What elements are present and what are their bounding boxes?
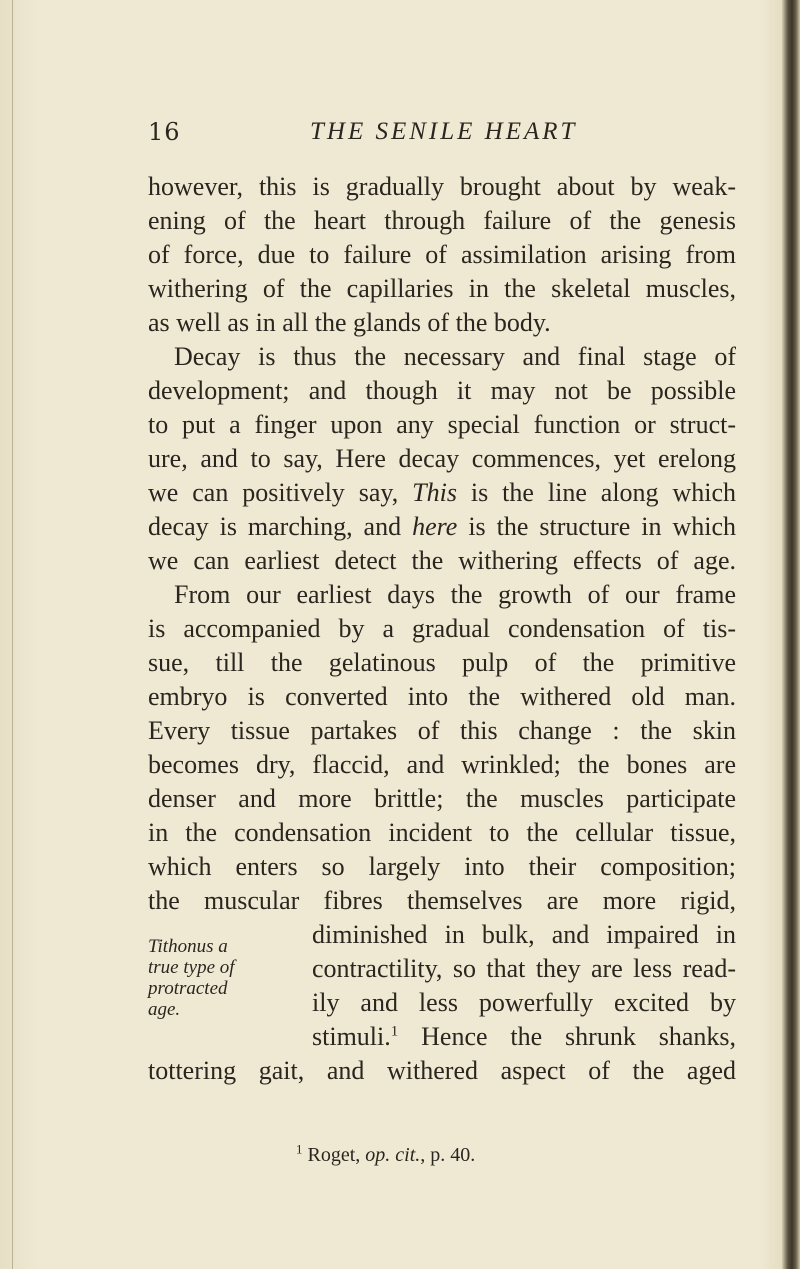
margin-note-line: age.: [148, 999, 181, 1020]
margin-note-line: Tithonus a: [148, 936, 228, 957]
text-line: denser and more brittle; the muscles participate: [148, 784, 736, 813]
footnote-text: , p. 40.: [420, 1144, 476, 1166]
page-number: 16: [148, 118, 181, 146]
footnote-italic: op. cit.: [365, 1144, 421, 1166]
text-line: ily and less powerfully excited by: [312, 988, 736, 1017]
text-line: in the condensation incident to the cellular tissue,: [148, 818, 736, 847]
book-spine-edge: [782, 0, 800, 1269]
page-header: [148, 118, 736, 158]
scan-edge-left: [12, 0, 13, 1269]
running-head: THE SENILE HEART: [310, 118, 578, 145]
text-segment: Hence the shrunk shanks,: [398, 1022, 736, 1051]
text-line: From our earliest days the growth of our frame: [174, 580, 736, 609]
margin-note-line: true type of: [148, 957, 235, 978]
text-line: contractility, so that they are less read-: [312, 954, 736, 983]
text-line: [312, 1020, 736, 1054]
text-line: the muscular fibres themselves are more rigid,: [148, 886, 736, 915]
footnote: [296, 1141, 476, 1167]
text-line: as well as in all the glands of the body.: [148, 308, 551, 337]
text-line: withering of the capillaries in the skeletal muscles,: [148, 274, 736, 303]
emphasis-this: This: [412, 478, 457, 507]
text-segment: we can positively say,: [148, 478, 399, 507]
text-line: tottering gait, and withered aspect of the aged: [148, 1056, 736, 1085]
text-line: ening of the heart through failure of the genesis: [148, 206, 736, 235]
margin-note: [148, 936, 308, 1020]
text-line: which enters so largely into their composition;: [148, 852, 736, 881]
footnote-ref: 1: [390, 1023, 399, 1040]
text-line: [148, 476, 736, 510]
text-segment: stimuli.: [312, 1022, 391, 1051]
text-line: embryo is converted into the withered old man.: [148, 682, 736, 711]
text-line: Every tissue partakes of this change : the skin: [148, 716, 736, 745]
text-line: however, this is gradually brought about by weak-: [148, 172, 736, 201]
text-line: we can earliest detect the withering effects of age.: [148, 546, 736, 575]
text-line: to put a finger upon any special function or struct-: [148, 410, 736, 439]
text-line: development; and though it may not be possible: [148, 376, 736, 405]
text-line: diminished in bulk, and impaired in: [312, 920, 736, 949]
text-line: [148, 510, 736, 544]
footnote-marker: 1: [296, 1141, 303, 1157]
text-line: of force, due to failure of assimilation arising from: [148, 240, 736, 269]
text-segment: decay is marching, and: [148, 512, 402, 541]
margin-note-line: protracted: [148, 978, 228, 999]
footnote-text: Roget,: [302, 1144, 366, 1166]
text-segment: is the structure in which: [468, 512, 736, 541]
emphasis-here: here: [412, 512, 458, 541]
text-line: becomes dry, flaccid, and wrinkled; the bones are: [148, 750, 736, 779]
text-line: ure, and to say, Here decay commences, yet erelong: [148, 444, 736, 473]
text-segment: is the line along which: [470, 478, 736, 507]
text-line: is accompanied by a gradual condensation of tis-: [148, 614, 736, 643]
text-line: sue, till the gelatinous pulp of the primitive: [148, 648, 736, 677]
text-line: Decay is thus the necessary and final stage of: [174, 342, 736, 371]
